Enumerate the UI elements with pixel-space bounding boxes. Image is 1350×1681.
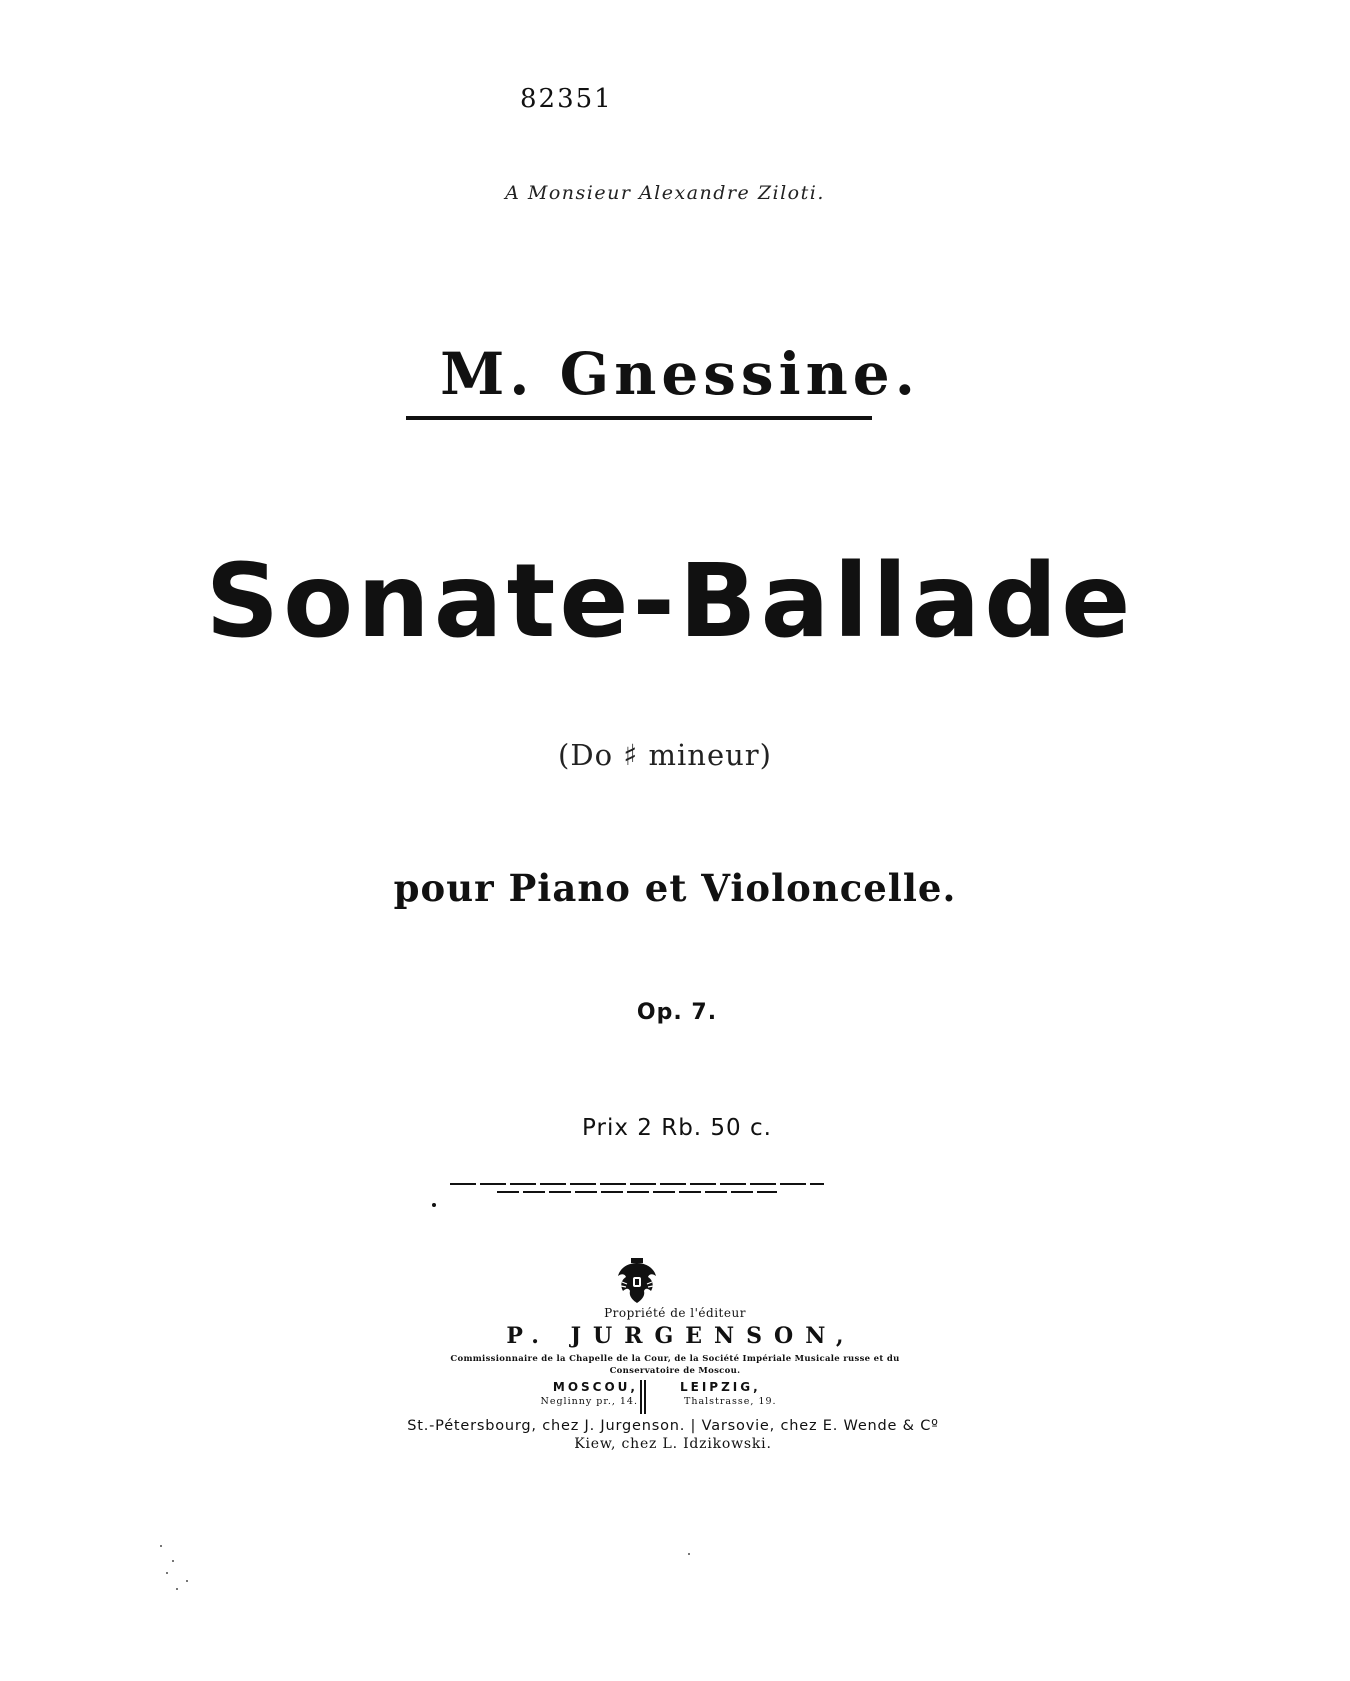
price: Prix 2 Rb. 50 c. [582,1115,772,1141]
scan-speck [176,1588,178,1590]
instrumentation: pour Piano et Violoncelle. [393,866,957,910]
work-title: Sonate-Ballade [205,542,1135,661]
agents-line: St.-Pétersbourg, chez J. Jurgenson. | Varsovie, chez E. Wende & Cº [407,1418,939,1434]
propriete-line: Propriété de l'éditeur [604,1306,746,1320]
commission-line-1: Commissionnaire de la Chapelle de la Cour, de la Société Impériale Musicale russe et du [450,1354,900,1364]
print-speck [432,1203,436,1207]
double-headed-eagle-icon [616,1258,658,1304]
scan-speck [166,1572,168,1574]
commission-line-2: Conservatoire de Moscou. [609,1366,741,1376]
kiew-line: Kiew, chez L. Idzikowski. [574,1436,772,1452]
city-moscou [541,1380,638,1407]
city-left-name: MOSCOU, [552,1380,638,1394]
city-left-address: Neglinny pr., 14. [540,1396,638,1407]
dedication: A Monsieur Alexandre Ziloti. [505,182,825,204]
city-right-address: Thalstrasse, 19. [684,1396,777,1407]
opus-number: Op. 7. [636,1000,718,1025]
city-separator [640,1380,646,1414]
ornamental-rule-top [450,1183,824,1185]
ornamental-rule-bottom [497,1191,777,1193]
plate-number: 82351 [520,84,613,114]
composer-name: M. Gnessine. [440,340,920,408]
city-leipzig [680,1380,777,1407]
scan-speck [688,1553,690,1555]
publisher-cities [500,1380,800,1416]
city-right-name: LEIPZIG, [680,1380,761,1394]
scan-speck [160,1545,162,1547]
publisher-name: P. JURGENSON, [506,1323,856,1349]
key-signature: (Do ♯ mineur) [558,738,772,772]
scan-speck [172,1560,174,1562]
scan-speck [186,1580,188,1582]
composer-underline [406,416,872,420]
